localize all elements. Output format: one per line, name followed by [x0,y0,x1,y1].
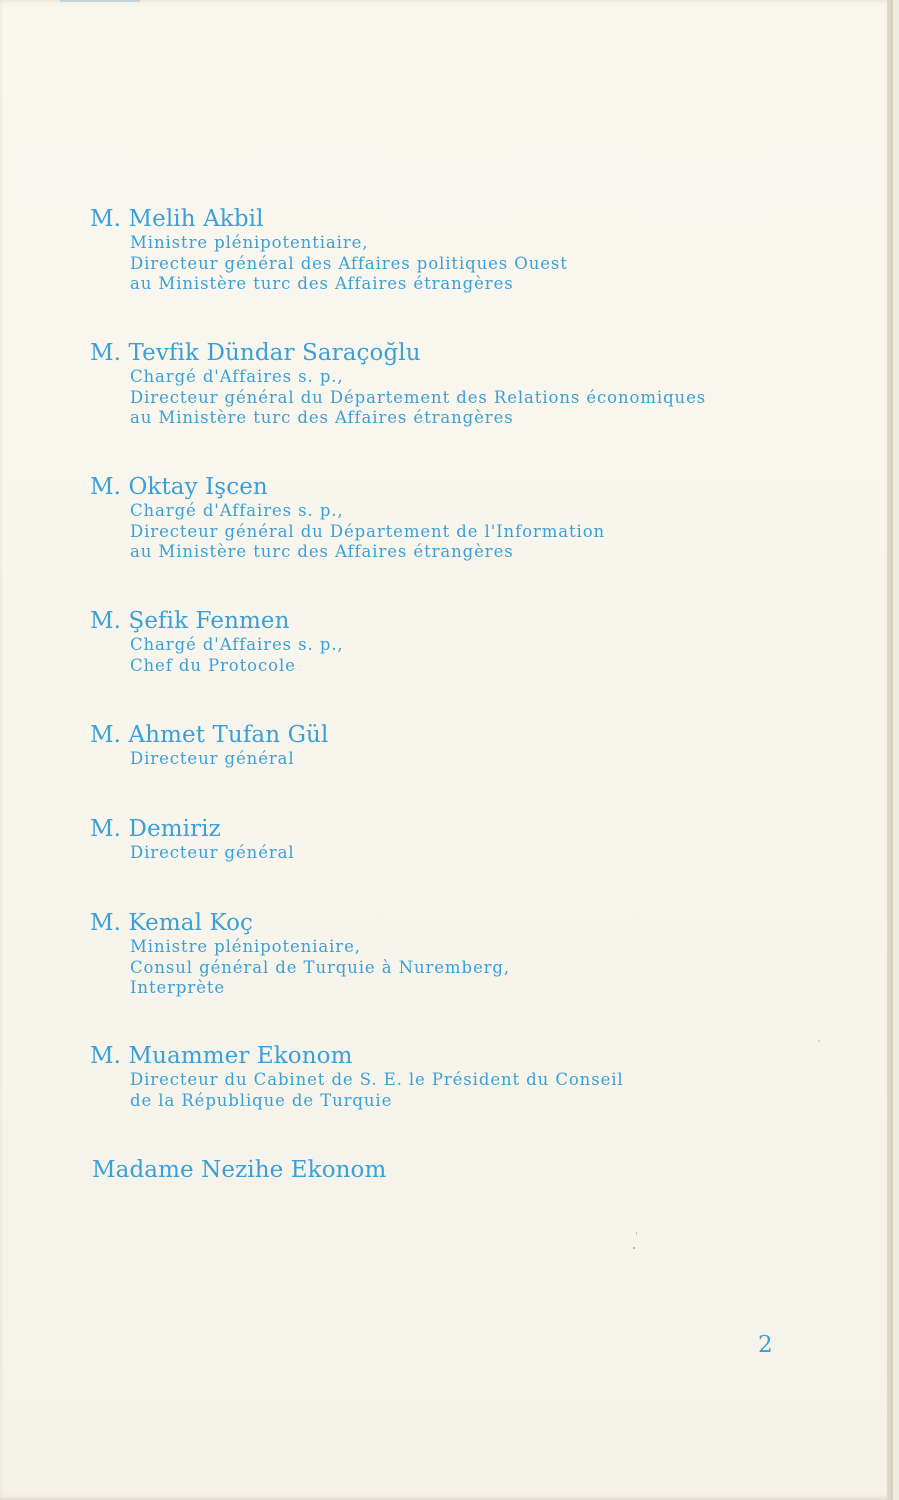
person-name: M. Oktay Işcen [90,474,268,500]
person-name: M. Ahmet Tufan Gül [90,722,329,748]
detail-line: Directeur général du Département des Relations économiques [130,387,707,407]
person-details [130,843,295,864]
entry-melih-akbil [90,206,568,295]
person-details [130,937,510,999]
person-name: M. Kemal Koç [90,910,254,936]
detail-line: Directeur général des Affaires politiques Ouest [130,253,568,273]
person-name: M. Şefik Fenmen [90,608,290,634]
person-name: M. Tevfik Dündar Saraçoğlu [90,340,421,366]
person-details [130,1070,624,1111]
detail-line: Directeur général [130,843,295,862]
entry-oktay-iscen [90,474,605,563]
paper-speck [636,1232,637,1235]
detail-line: Directeur général [130,749,295,768]
person-name: M. Muammer Ekonom [90,1043,353,1069]
person-details [130,233,568,295]
paper-speck [633,1247,635,1249]
detail-line: Chef du Protocole [130,655,296,675]
detail-line: Chargé d'Affaires s. p., [130,635,344,654]
detail-line: au Ministère turc des Affaires étrangères [130,274,514,293]
entry-nezihe-ekonom [92,1157,386,1183]
top-edge-mark [60,0,140,2]
person-details [130,635,344,676]
detail-line: Interprète [130,978,226,997]
person-details [130,749,328,770]
detail-line: de la République de Turquie [130,1090,393,1110]
person-name: Madame Nezihe Ekonom [92,1157,387,1183]
person-details [130,367,706,429]
detail-line: au Ministère turc des Affaires étrangères [130,542,514,561]
detail-line: Directeur du Cabinet de S. E. le Président du Conseil [130,1070,624,1089]
entry-demiriz [90,816,295,864]
detail-line: Consul général de Turquie à Nuremberg, [130,957,510,977]
detail-line: Chargé d'Affaires s. p., [130,501,344,520]
page-edge-shadow [887,0,893,1500]
paper-speck [818,1040,820,1042]
person-name: M. Melih Akbil [90,206,264,232]
detail-line: Chargé d'Affaires s. p., [130,367,344,386]
detail-line: au Ministère turc des Affaires étrangères [130,408,514,427]
entry-ahmet-tufan-gul [90,722,328,770]
detail-line: Ministre plénipoteniaire, [130,937,361,956]
detail-line: Ministre plénipotentiaire, [130,233,369,252]
entry-muammer-ekonom [90,1043,624,1111]
person-details [130,501,605,563]
person-name: M. Demiriz [90,816,221,842]
page-number: 2 [758,1332,773,1358]
detail-line: Directeur général du Département de l'Information [130,521,606,541]
entry-tevfik-dundar-saracoglu [90,340,706,429]
entry-kemal-koc [90,910,510,999]
entry-sefik-fenmen [90,608,344,676]
